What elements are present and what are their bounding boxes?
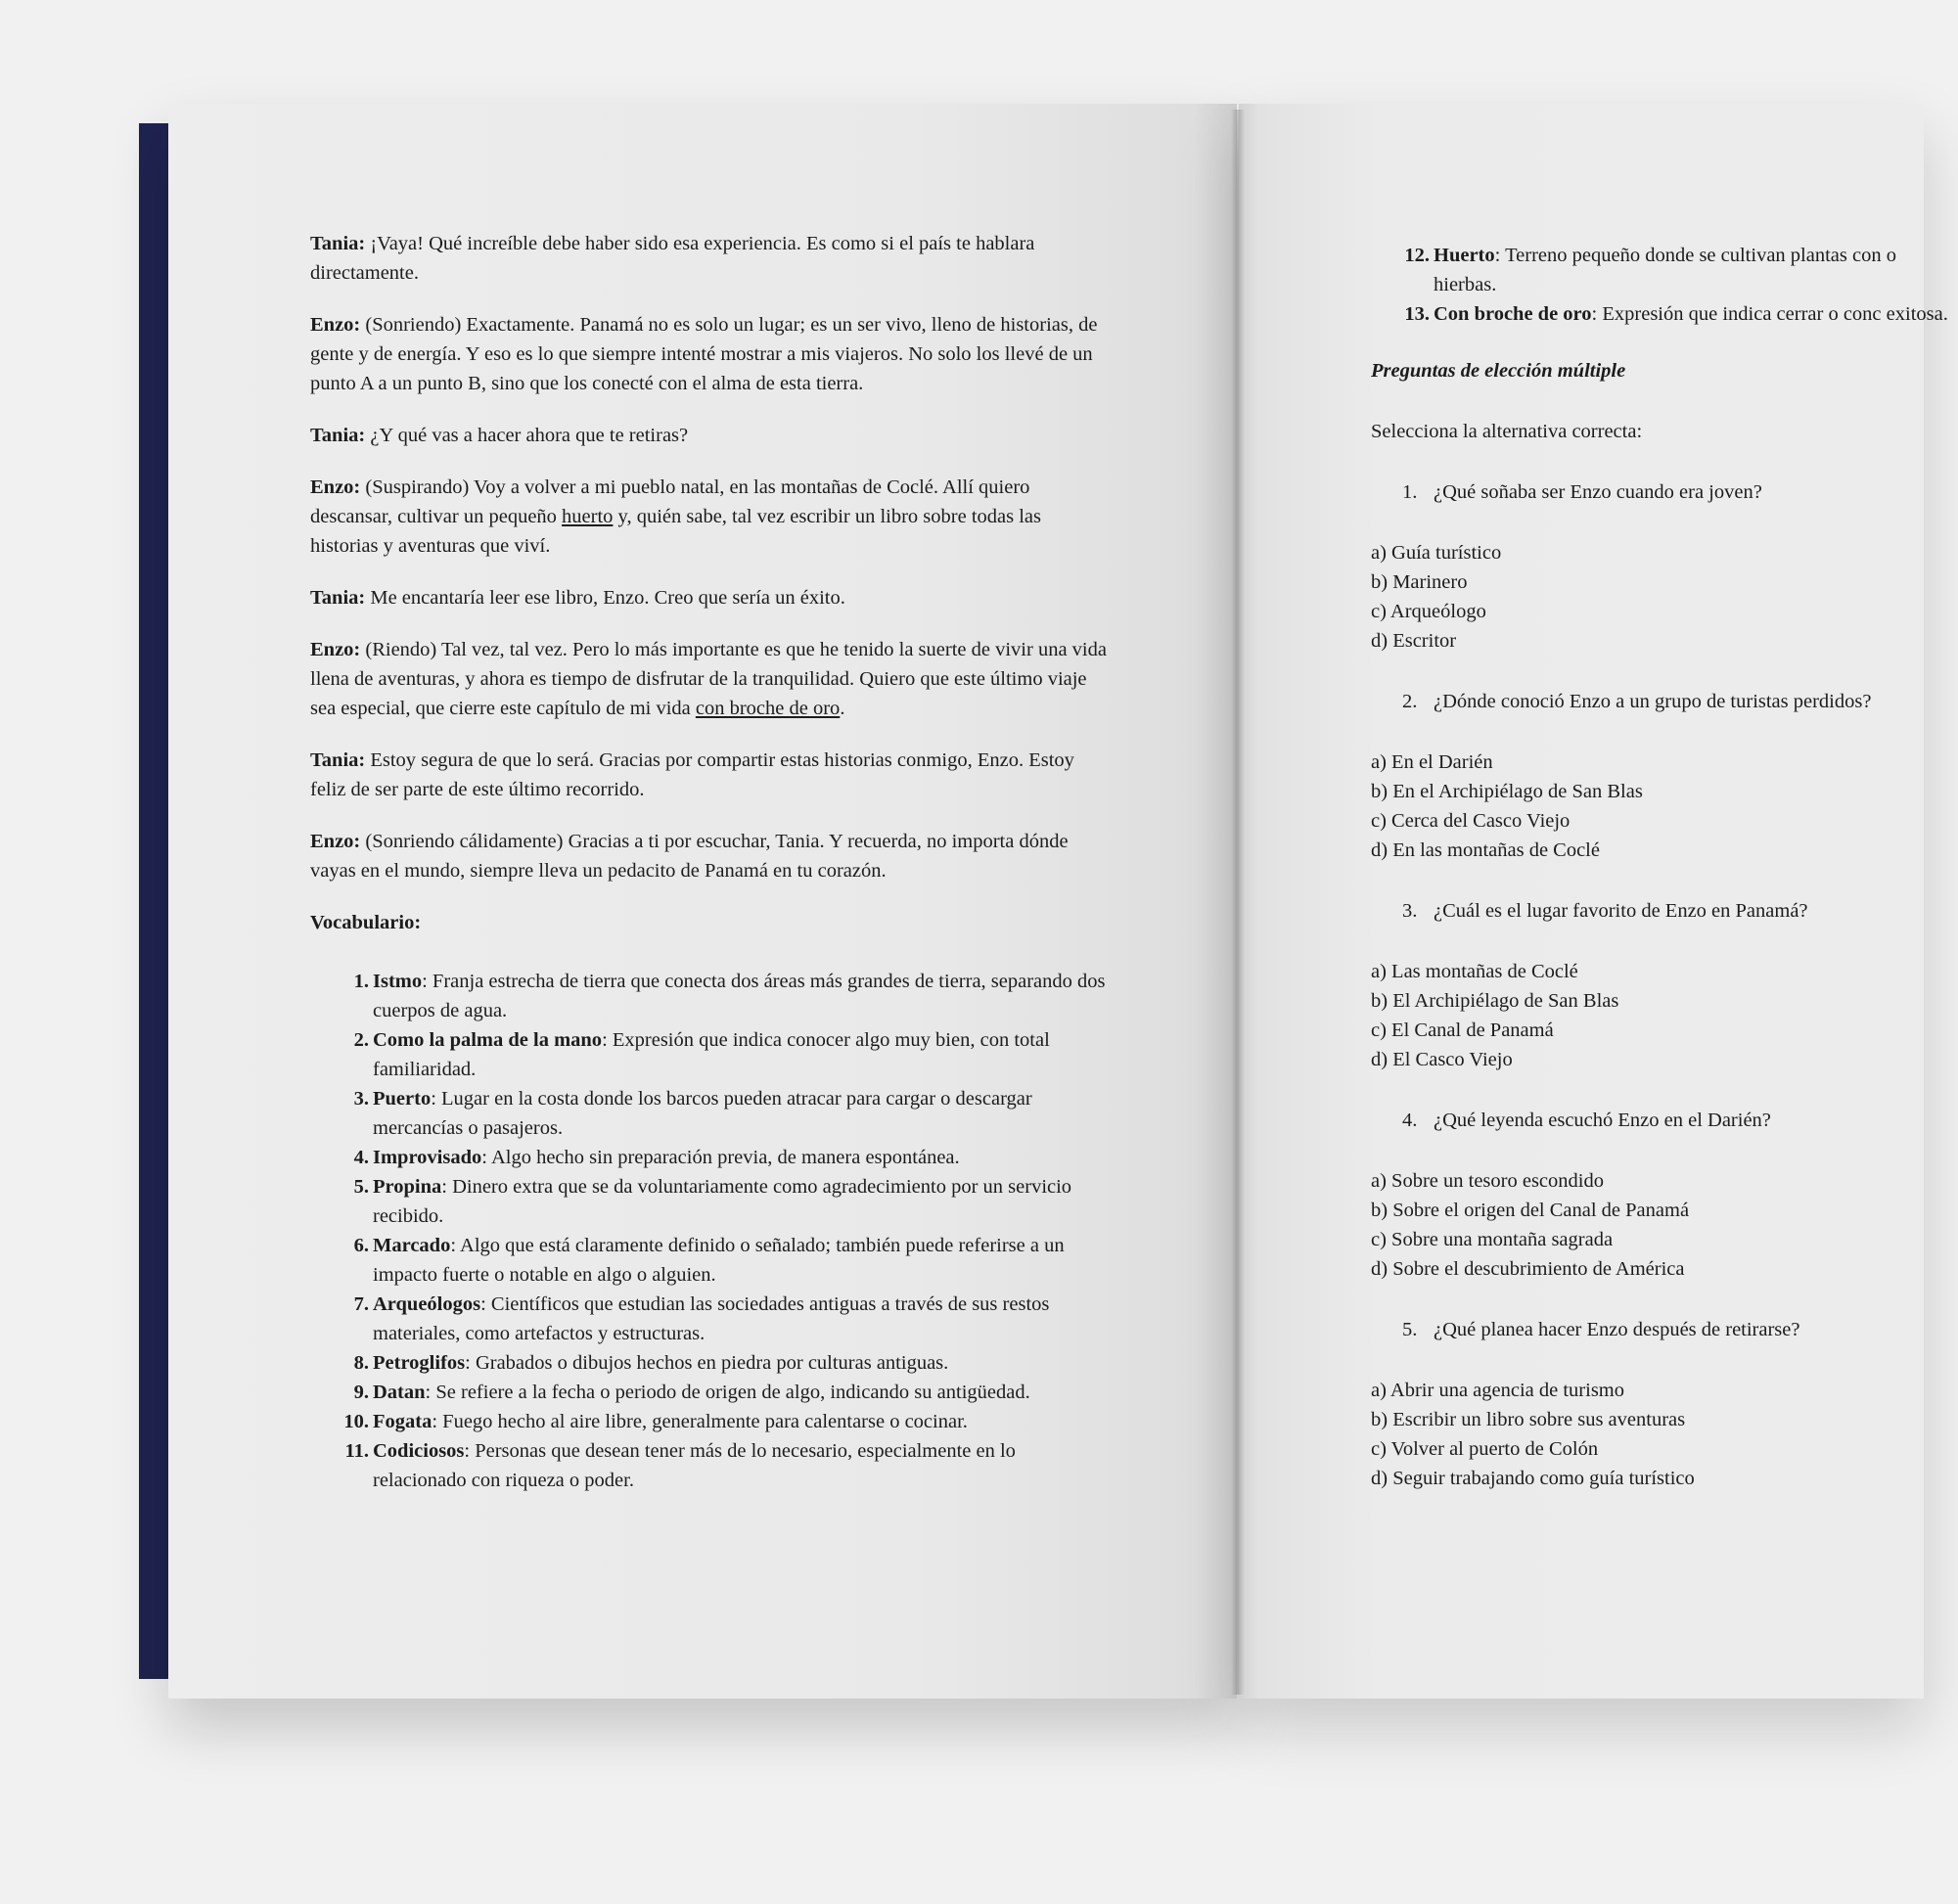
- vocab-term: Puerto: [373, 1088, 432, 1110]
- dialogue-text: (Sonriendo) Exactamente. Panamá no es solo un lugar; es un ser vivo, lleno de historias, de gente y de energía. Y eso es lo que siempre intenté mostrar a mis viajeros. No solo los llevé de un punto A a un punto B, sino que los conecté con el alma de esta tierra.: [310, 314, 1098, 394]
- vocab-item: [342, 1143, 1113, 1172]
- vocab-definition: : Grabados o dibujos hechos en piedra por culturas antiguas.: [465, 1352, 949, 1374]
- question-text: ¿Qué leyenda escuchó Enzo en el Darién?: [1434, 1110, 1771, 1131]
- vocab-definition: : Expresión que indica conocer algo muy bien, con total familiaridad.: [373, 1029, 1050, 1080]
- right-page: [1239, 104, 1948, 1699]
- vocab-definition: : Algo que está claramente definido o señalado; también puede referirse a un impacto fuerte o notable en algo o alguien.: [373, 1235, 1065, 1286]
- question-text: ¿Qué soñaba ser Enzo cuando era joven?: [1434, 481, 1762, 503]
- vocab-term: Marcado: [373, 1235, 451, 1256]
- underlined-term: con broche de oro: [695, 698, 841, 719]
- answer-option: c) Sobre una montaña sagrada: [1371, 1229, 1614, 1250]
- vocab-item: [342, 1025, 1113, 1084]
- questions: [1371, 477, 1958, 1493]
- question: [1371, 896, 1958, 926]
- vocab-item: [1402, 241, 1958, 299]
- dialogue-line: [310, 583, 1113, 612]
- question-number: 4.: [1402, 1110, 1418, 1131]
- answer-option: c) Cerca del Casco Viejo: [1371, 810, 1571, 832]
- vocabulary-list: [310, 967, 1113, 1495]
- vocab-number: 12.: [1404, 245, 1430, 266]
- vocab-number: 10.: [343, 1411, 369, 1432]
- answer-option: b) Escribir un libro sobre sus aventuras: [1371, 1409, 1686, 1430]
- dialogue-text: Me encantaría leer ese libro, Enzo. Creo que sería un éxito.: [370, 587, 845, 609]
- dialogue-text: (Riendo) Tal vez, tal vez. Pero lo más importante es que he tenido la suerte de vivir una vida llena de aventuras, y ahora es tiempo de disfrutar de la tranquilidad. Quiero que este último viaje sea especial, que cierre este capítulo de mi vida: [310, 639, 1107, 719]
- dialogue-line: [310, 229, 1113, 288]
- vocab-definition: : Lugar en la costa donde los barcos pueden atracar para cargar o descargar mercancías o pasajeros.: [373, 1088, 1032, 1139]
- vocab-item: [342, 1172, 1113, 1231]
- dialogue-line: [310, 421, 1113, 450]
- answer-option: a) Las montañas de Coclé: [1371, 961, 1578, 982]
- question-number: 1.: [1402, 481, 1418, 503]
- vocab-number: 6.: [353, 1235, 369, 1256]
- vocab-number: 11.: [344, 1440, 369, 1462]
- vocab-item: [1402, 299, 1958, 329]
- answer-option: d) Seguir trabajando como guía turístico: [1371, 1468, 1695, 1489]
- left-page: [168, 104, 1237, 1699]
- dialogue-text: .: [840, 698, 845, 719]
- book-gutter: [1231, 110, 1245, 1695]
- question-number: 3.: [1402, 900, 1418, 922]
- vocab-number: 7.: [353, 1293, 369, 1315]
- question: [1371, 477, 1958, 507]
- speaker-name: Tania:: [310, 587, 366, 609]
- speaker-name: Tania:: [310, 233, 366, 254]
- answer-options: [1371, 1376, 1958, 1493]
- vocab-definition: : Científicos que estudian las sociedades antiguas a través de sus restos materiales, como artefactos y estructuras.: [373, 1293, 1050, 1344]
- vocabulary-title: Vocabulario:: [310, 912, 422, 933]
- vocab-number: 5.: [353, 1176, 369, 1198]
- answer-option: c) El Canal de Panamá: [1371, 1020, 1554, 1041]
- question-number: 2.: [1402, 691, 1418, 712]
- speaker-name: Tania:: [310, 749, 366, 771]
- answer-option: d) El Casco Viejo: [1371, 1049, 1513, 1070]
- dialogue-text: ¿Y qué vas a hacer ahora que te retiras?: [370, 425, 689, 446]
- vocab-term: Datan: [373, 1382, 426, 1403]
- answer-option: d) Escritor: [1371, 630, 1457, 652]
- dialogue-text: (Sonriendo cálidamente) Gracias a ti por escuchar, Tania. Y recuerda, no importa dónde vayas en el mundo, siempre lleva un pedacito de Panamá en tu corazón.: [310, 831, 1069, 882]
- question-text: ¿Cuál es el lugar favorito de Enzo en Panamá?: [1434, 900, 1808, 922]
- dialogue-text: (Suspirando) Voy a volver a mi pueblo natal, en las montañas de Coclé. Allí quiero descansar, cultivar un pequeño: [310, 476, 1030, 527]
- vocab-item: [342, 1231, 1113, 1290]
- answer-option: d) En las montañas de Coclé: [1371, 839, 1600, 861]
- question-text: ¿Dónde conoció Enzo a un grupo de turistas perdidos?: [1434, 691, 1872, 712]
- vocab-item: [342, 1378, 1113, 1407]
- vocab-definition: : Personas que desean tener más de lo necesario, especialmente en lo relacionado con riqueza o poder.: [373, 1440, 1016, 1491]
- vocab-number: 9.: [353, 1382, 369, 1403]
- vocab-item: [342, 1436, 1113, 1495]
- dialogue-line: [310, 310, 1113, 398]
- instructions: Selecciona la alternativa correcta:: [1371, 421, 1643, 442]
- underlined-term: huerto: [562, 506, 614, 527]
- answer-option: a) Abrir una agencia de turismo: [1371, 1380, 1625, 1401]
- right-page-text: [1371, 241, 1958, 1524]
- answer-option: a) Guía turístico: [1371, 542, 1502, 564]
- vocab-definition: : Dinero extra que se da voluntariamente como agradecimiento por un servicio recibido.: [373, 1176, 1072, 1227]
- vocab-term: Petroglifos: [373, 1352, 466, 1374]
- vocab-term: Arqueólogos: [373, 1293, 481, 1315]
- speaker-name: Enzo:: [310, 831, 361, 852]
- vocab-item: [342, 1407, 1113, 1436]
- vocab-definition: : Expresión que indica cerrar o conc exitosa.: [1591, 303, 1948, 325]
- answer-options: [1371, 957, 1958, 1074]
- dialogue: [310, 229, 1113, 885]
- vocab-item: [342, 1290, 1113, 1348]
- dialogue-line: [310, 473, 1113, 561]
- vocab-number: 3.: [353, 1088, 369, 1110]
- vocab-term: Fogata: [373, 1411, 433, 1432]
- vocab-definition: : Terreno pequeño donde se cultivan plantas con o hierbas.: [1434, 245, 1896, 295]
- vocab-definition: : Franja estrecha de tierra que conecta dos áreas más grandes de tierra, separando dos cuerpos de agua.: [373, 971, 1106, 1021]
- vocab-term: Propina: [373, 1176, 442, 1198]
- answer-options: [1371, 748, 1958, 865]
- dialogue-line: [310, 635, 1113, 723]
- vocab-item: [342, 967, 1113, 1025]
- question-number: 5.: [1402, 1319, 1418, 1340]
- speaker-name: Enzo:: [310, 476, 361, 498]
- dialogue-text: y, quién sabe, tal vez escribir un libro sobre todas las historias y aventuras que viví.: [310, 506, 1042, 557]
- vocab-term: Improvisado: [373, 1147, 482, 1168]
- question: [1371, 1106, 1958, 1135]
- vocab-term: Codiciosos: [373, 1440, 465, 1462]
- vocab-item: [342, 1084, 1113, 1143]
- answer-option: b) Marinero: [1371, 571, 1468, 593]
- question: [1371, 1315, 1958, 1344]
- vocab-term: Con broche de oro: [1434, 303, 1592, 325]
- vocab-number: 4.: [353, 1147, 369, 1168]
- answer-option: d) Sobre el descubrimiento de América: [1371, 1258, 1685, 1280]
- vocabulary-list-continued: [1371, 241, 1958, 329]
- answer-options: [1371, 538, 1958, 656]
- vocab-term: Istmo: [373, 971, 423, 992]
- left-page-text: [310, 229, 1113, 1495]
- multiple-choice-title: Preguntas de elección múltiple: [1371, 360, 1626, 382]
- answer-option: a) Sobre un tesoro escondido: [1371, 1170, 1604, 1192]
- question: [1371, 687, 1958, 716]
- vocab-definition: : Fuego hecho al aire libre, generalmente para calentarse o cocinar.: [432, 1411, 968, 1432]
- answer-option: a) En el Darién: [1371, 751, 1493, 773]
- answer-option: b) El Archipiélago de San Blas: [1371, 990, 1619, 1012]
- vocab-definition: : Se refiere a la fecha o periodo de origen de algo, indicando su antigüedad.: [425, 1382, 1030, 1403]
- vocab-item: [342, 1348, 1113, 1378]
- answer-option: b) Sobre el origen del Canal de Panamá: [1371, 1200, 1690, 1221]
- speaker-name: Enzo:: [310, 639, 361, 660]
- answer-option: b) En el Archipiélago de San Blas: [1371, 781, 1643, 802]
- speaker-name: Enzo:: [310, 314, 361, 336]
- vocab-number: 13.: [1404, 303, 1430, 325]
- vocab-term: Huerto: [1434, 245, 1495, 266]
- answer-option: c) Arqueólogo: [1371, 601, 1486, 622]
- dialogue-text: Estoy segura de que lo será. Gracias por compartir estas historias conmigo, Enzo. Estoy feliz de ser parte de este último recorrido.: [310, 749, 1074, 800]
- dialogue-line: [310, 827, 1113, 885]
- vocab-number: 2.: [353, 1029, 369, 1051]
- answer-options: [1371, 1166, 1958, 1284]
- speaker-name: Tania:: [310, 425, 366, 446]
- vocab-number: 8.: [353, 1352, 369, 1374]
- vocab-term: Como la palma de la mano: [373, 1029, 603, 1051]
- vocab-number: 1.: [353, 971, 369, 992]
- question-text: ¿Qué planea hacer Enzo después de retirarse?: [1434, 1319, 1800, 1340]
- dialogue-line: [310, 746, 1113, 804]
- answer-option: c) Volver al puerto de Colón: [1371, 1438, 1599, 1460]
- vocab-definition: : Algo hecho sin preparación previa, de manera espontánea.: [481, 1147, 960, 1168]
- dialogue-text: ¡Vaya! Qué increíble debe haber sido esa experiencia. Es como si el país te hablara directamente.: [310, 233, 1035, 284]
